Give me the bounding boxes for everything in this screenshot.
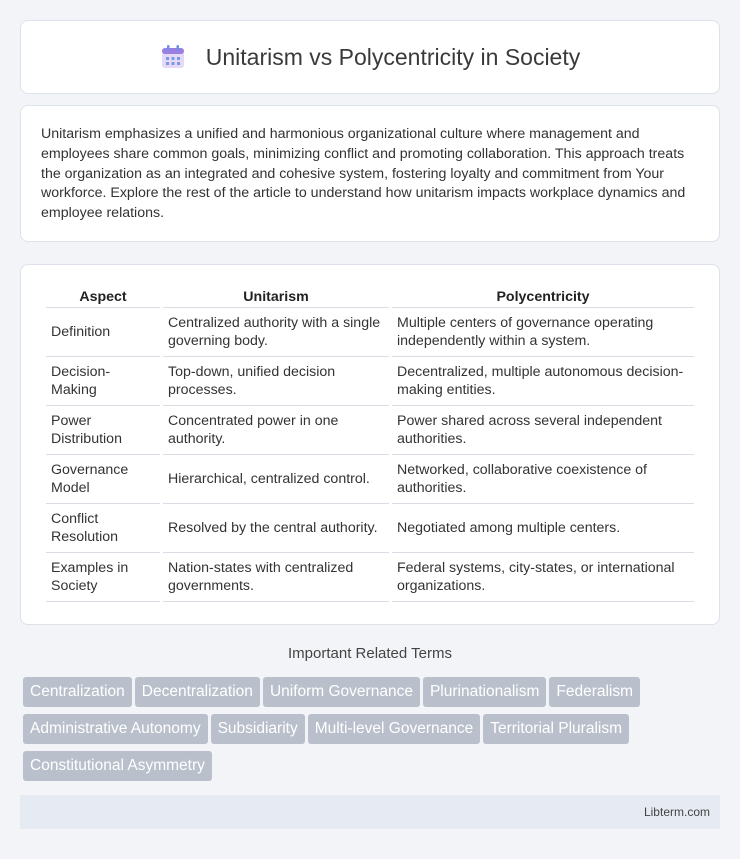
cell-polycentricity: Networked, collaborative coexistence of authorities. [392,455,694,504]
cell-polycentricity: Multiple centers of governance operating independently within a system. [392,308,694,357]
tag-plurinationalism[interactable]: Plurinationalism [423,677,546,707]
table-row [46,553,694,602]
cell-polycentricity: Decentralized, multiple autonomous decision-making entities. [392,357,694,406]
cell-unitarism: Hierarchical, centralized control. [163,455,389,504]
title-card [20,20,720,94]
intro-card [20,105,720,242]
header-aspect: Aspect [46,285,160,308]
cell-unitarism: Centralized authority with a single governing body. [163,308,389,357]
comparison-table-card [20,264,720,625]
cell-unitarism: Concentrated power in one authority. [163,406,389,455]
calendar-icon [160,44,186,70]
comparison-table [43,285,697,602]
header-polycentricity: Polycentricity [392,285,694,308]
cell-aspect: Examples in Society [46,553,160,602]
cell-polycentricity: Negotiated among multiple centers. [392,504,694,553]
table-row [46,357,694,406]
header-unitarism: Unitarism [163,285,389,308]
cell-unitarism: Nation-states with centralized governments. [163,553,389,602]
intro-text: Unitarism emphasizes a unified and harmonious organizational culture where management and employees share common goals, minimizing conflict and promoting collaboration. This approach treats the organization as an integrated and cohesive system, fostering loyalty and commitment from Your workforce. Explore the rest of the article to understand how unitarism impacts workplace dynamics and employee relations. [41,126,686,222]
cell-aspect: Power Distribution [46,406,160,455]
page-title: Unitarism vs Polycentricity in Society [205,43,581,70]
footer [20,795,720,829]
tag-territorial-pluralism[interactable]: Territorial Pluralism [483,714,629,744]
tag-administrative-autonomy[interactable]: Administrative Autonomy [23,714,208,744]
related-terms-title: Important Related Terms [288,645,452,662]
tag-subsidiarity[interactable]: Subsidiarity [211,714,305,744]
table-row [46,308,694,357]
table-row [46,455,694,504]
tag-uniform-governance[interactable]: Uniform Governance [263,677,420,707]
cell-polycentricity: Federal systems, city-states, or international organizations. [392,553,694,602]
related-terms-list [23,677,723,788]
cell-aspect: Definition [46,308,160,357]
table-row [46,406,694,455]
table-row [46,504,694,553]
tag-decentralization[interactable]: Decentralization [135,677,260,707]
cell-unitarism: Top-down, unified decision processes. [163,357,389,406]
cell-polycentricity: Power shared across several independent authorities. [392,406,694,455]
cell-aspect: Conflict Resolution [46,504,160,553]
cell-unitarism: Resolved by the central authority. [163,504,389,553]
footer-site-link[interactable]: Libterm.com [643,805,710,819]
cell-aspect: Governance Model [46,455,160,504]
cell-aspect: Decision-Making [46,357,160,406]
tag-federalism[interactable]: Federalism [549,677,640,707]
tag-centralization[interactable]: Centralization [23,677,132,707]
tag-constitutional-asymmetry[interactable]: Constitutional Asymmetry [23,751,212,781]
tag-multi-level-governance[interactable]: Multi-level Governance [308,714,481,744]
